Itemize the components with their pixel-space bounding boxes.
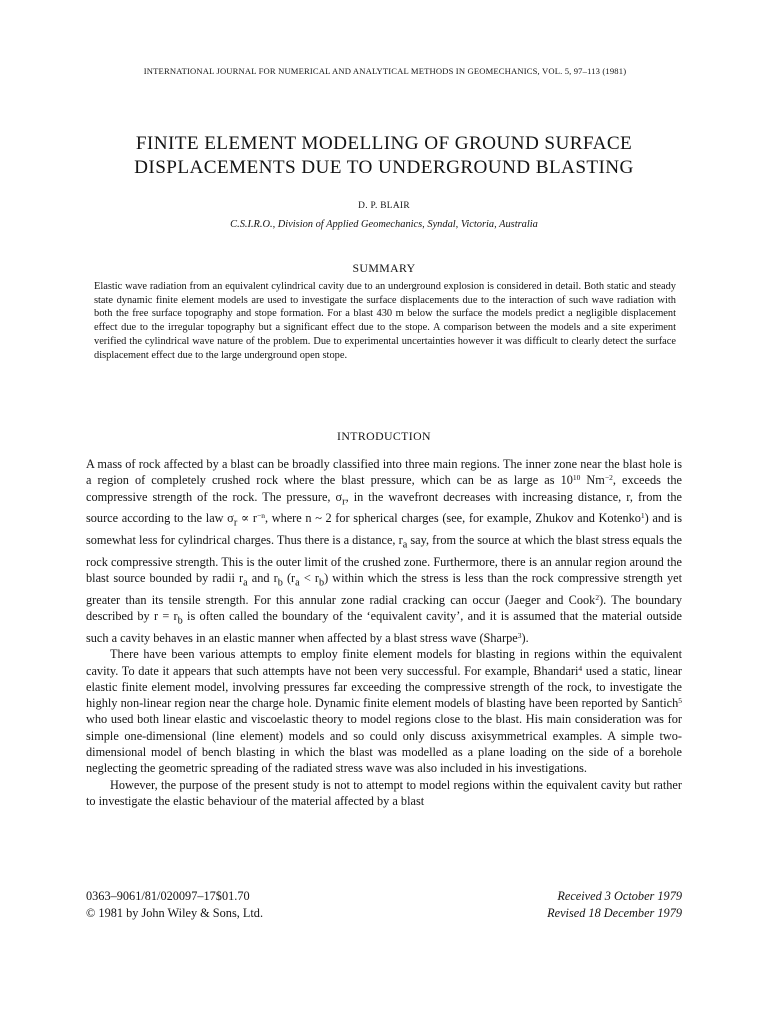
- article-title: [40, 132, 728, 180]
- footer-dates: [547, 888, 682, 921]
- introduction-heading: INTRODUCTION: [337, 429, 431, 443]
- summary-text: Elastic wave radiation from an equivalent cylindrical cavity due to an underground explosion is considered in detail. Both static and steady state dynamic finite element models are used to investigate the surface displacements due to the interaction of such wave radiation with both the free surface topography and stope formation. For a blast 430 m below the surface the models predict a negligible displacement effect due to the irregular topography but a significant effect due to the stope. A comparison between the models and a site experiment verified the cylindrical wave nature of the problem. Due to experimental uncertainties however it was difficult to clearly detect the surface displacement effect due to the large underground open stope.: [94, 281, 676, 361]
- introduction-paragraph-2: There have been various attempts to employ finite element models for blasting in regions within the equivalent cavity. To date it appears that such attempts have not been very successful. For example, Bhandari$^4$ used a static, linear elastic finite element model, involving pressures far exceeding the compressive strength of the rock, to investigate the highly non-linear region near the charge hole. Dynamic finite element models of blasting have been reported by Santich$^5$ who used both linear elastic and viscoelastic theory to model regions close to the blast. His main consideration was for simple one-dimensional (line element) models and so could only discuss axisymmetrical examples. A simple two-dimensional model of bench blasting in which the blast was modelled as a plane loading on the side of a borehole neglecting the geometric spreading of the radiated stress wave was also included in his investigations.: [86, 647, 682, 776]
- footer-publication-info: [86, 888, 263, 921]
- received-date: Received 3 October 1979: [557, 889, 682, 903]
- summary-heading: SUMMARY: [352, 261, 416, 275]
- title-line-2: DISPLACEMENTS DUE TO UNDERGROUND BLASTING: [134, 157, 634, 178]
- author-affiliation: C.S.I.R.O., Division of Applied Geomechanics, Syndal, Victoria, Australia: [230, 219, 538, 230]
- author-name: D. P. BLAIR: [358, 201, 410, 211]
- introduction-paragraph-1: A mass of rock affected by a blast can be broadly classified into three main regions. The inner zone near the blast hole is a region of completely crushed rock where the blast pressure, which can be as large as $10^{10}$ $Nm^{-2}$, exceeds the compressive strength of the rock. The pressure, $\sigma_r$, in the wavefront decreases with increasing distance, r, from the source according to the law $\sigma_r \propto r^{-n}$, where n ~ 2 for spherical charges (see, for example, Zhukov and Kotenko$^1$) and is somewhat less for cylindrical charges. Thus there is a distance, $r_a$ say, from the source at which the blast stress equals the rock compressive strength. This is the outer limit of the crushed zone. Furthermore, there is an annular region around the blast source bounded by radii $r_a$ and $r_b$ $(r_a < r_b)$ within which the stress is less than the rock compressive strength yet greater than its tensile strength. For this annular zone radial cracking can occur (Jaeger and Cook$^2$). The boundary described by $r = r_b$ is often called the boundary of the ‘equivalent cavity’, and it is assumed that the material outside such a cavity behaves in an elastic manner when affected by a blast stress wave (Sharpe$^3$).: [86, 457, 683, 645]
- revised-date: Revised 18 December 1979: [547, 905, 682, 920]
- title-line-1: FINITE ELEMENT MODELLING OF GROUND SURFACE: [135, 133, 633, 154]
- copyright-notice: © 1981 by John Wiley & Sons, Ltd.: [86, 905, 264, 920]
- introduction-paragraph-3: However, the purpose of the present study is not to attempt to model regions within the equivalent cavity but rather to investigate the elastic behaviour of the material affected by a blast: [86, 777, 682, 808]
- running-head: INTERNATIONAL JOURNAL FOR NUMERICAL AND ANALYTICAL METHODS IN GEOMECHANICS, VOL. 5, 97–113 (1981): [143, 66, 627, 76]
- introduction-body: [86, 456, 682, 809]
- issn-code: 0363–9061/81/020097–17$01.70: [86, 889, 250, 903]
